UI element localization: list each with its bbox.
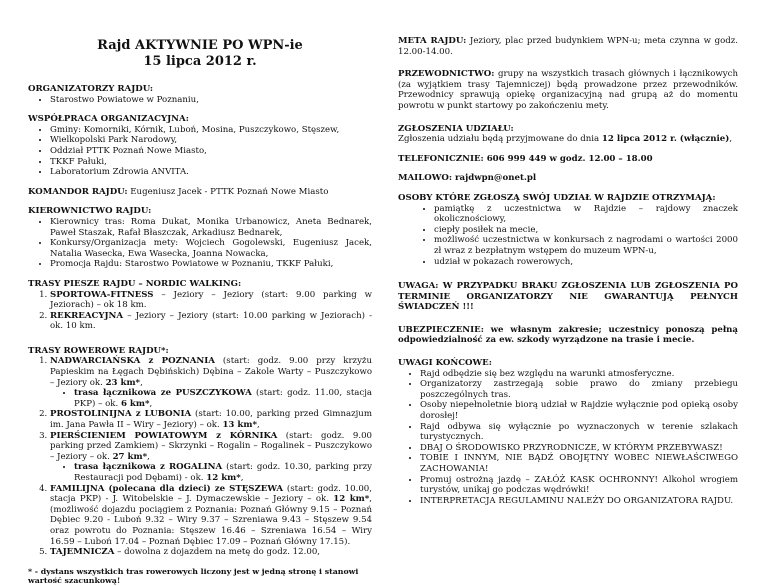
bike-routes-section [28,346,372,558]
connector-route-item: • trasa łącznikowa ze PUSZCZYKOWA (start: godz. 11.00, stacja PKP) – ok. 6 km*, [74,388,372,409]
signup-section: ZGŁOSZENIA UDZIAŁU: Zgłoszenia udziału będą przyjmowane do dnia 12 lipca 2012 r. (włącznie), [398,124,738,145]
list-item: • Laboratorium Zdrowia ANVITA. [50,167,372,178]
phone-line: TELEFONICZNIE: 606 999 449 w godz. 12.00 – 18.00 [398,153,653,164]
commander-heading: KOMANDOR RAJDU: [28,186,128,197]
final-notes-section [398,358,738,506]
list-item: • Rajd odbędzie się bez względu na warunki atmosferyczne. [420,369,738,380]
list-item: • Oddział PTTK Poznań Nowe Miasto, [50,146,372,157]
list-item: • Konkursy/Organizacja mety: Wojciech Gogolewski, Eugeniusz Jacek, Natalia Wasecka, Ewa Wasecka, Joanna Nowacka, [50,238,372,259]
walking-route-item: 2. REKREACYJNA – Jeziory – Jeziory (start: 10.00 parking w Jeziorach) - ok. 10 km. [50,311,372,332]
walking-route-item: 1. SPORTOWA-FITNESS – Jeziory – Jeziory (start: 9.00 parking w Jeziorach) – ok 18 km. [50,290,372,311]
cooperation-section [28,114,372,178]
right-column [398,36,738,515]
bike-route-item: 3. PIERŚCIENIEM POWIATOWYM z KÓRNIKA (start: godz. 9.00 parking przed Zamkiem) – Skrzynki – Rogalin – Rogalinek – Puszczykowo – Jeziory – ok. 27 km*, • trasa łącznikowa z ROGALINA (start: godz. 10.30, parking przy Restauracji pod Dębami) - ok. 12 km*, [50,431,372,484]
list-item: • INTERPRETACJA REGULAMINU NALEŻY DO ORGANIZATORA RAJDU. [420,496,738,507]
organizers-section [28,84,372,105]
bike-route-item: 5. TAJEMNICZA – dowolna z dojazdem na metę do godz. 12.00, [50,547,372,558]
left-column [28,0,372,586]
organizers-heading: ORGANIZATORZY RAJDU: [28,84,154,94]
finish-heading: META RAJDU: [398,36,467,46]
benefits-heading: OSOBY KTÓRE ZGŁOSZĄ SWÓJ UDZIAŁ W RAJDZIE OTRZYMAJĄ: [398,192,716,203]
finish-section: META RAJDU: Jeziory, plac przed budynkiem WPN-u; meta czynna w godz. 12.00-14.00. [398,36,738,57]
list-item: • Kierownicy tras: Roma Dukat, Monika Urbanowicz, Aneta Bednarek, Paweł Staszak, Rafał Błaszczak, Arkadiusz Bednarek, [50,217,372,238]
list-item: • Promuj ostrożną jazdę – ZAŁÓŻ KASK OCHRONNY! Alkohol wrogiem turystów, unikaj go podczas wędrówki! [420,475,738,496]
commander-section [28,187,372,198]
list-item: • Gminy: Komorniki, Kórnik, Luboń, Mosina, Puszczykowo, Stęszew, [50,125,372,136]
list-item: • Starostwo Powiatowe w Poznaniu, [50,95,372,106]
bike-route-item: 4. FAMILIJNA (polecana dla dzieci) ze STĘSZEWA (start: godz. 10.00, stacja PKP) - J. Witobelskie – J. Dymaczewskie – Jeziory – ok. 12 km*, (możliwość dojazdu pociągiem z Poznania: Poznań Główny 9.15 – Poznań Dębiec 9.20 - Luboń 9.32 – Wiry 9.37 – Szreniawa 9.43 – Stęszew 9.54 oraz powrotu do Poznania: Stęszew 16.46 – Szreniawa 16.54 – Wiry 16.59 – Luboń 17.04 – Poznań Dębiec 17.09 – Poznań Główny 17.15). [50,484,372,548]
guides-heading: PRZEWODNICTWO: [398,69,495,80]
benefits-section [398,193,738,267]
email-section [398,173,738,184]
signup-heading: ZGŁOSZENIA UDZIAŁU: [398,123,514,134]
insurance-section [398,325,738,346]
document-title: Rajd AKTYWNIE PO WPN-ie 15 lipca 2012 r. [97,38,303,69]
list-item: • ciepły posiłek na mecie, [434,225,738,236]
email-line: MAILOWO: rajdwpn@onet.pl [398,173,537,184]
connector-route-item: • trasa łącznikowa z ROGALINA (start: godz. 10.30, parking przy Restauracji pod Dębami) - ok. 12 km*, [74,462,372,483]
phone-section [398,154,738,165]
commander-value: Eugeniusz Jacek - PTTK Poznań Nowe Miasto [127,186,329,197]
walking-routes-section [28,279,372,332]
list-item: • Organizatorzy zastrzegają sobie prawo do zmiany przebiegu poszczególnych tras. [420,379,738,400]
leadership-heading: KIEROWNICTWO RAJDU: [28,206,152,217]
list-item: • TOBIE I INNYM, NIE BĄDŹ OBOJĘTNY WOBEC NIEWŁAŚCIWEGO ZACHOWANIA! [420,453,738,474]
list-item: • udział w pokazach rowerowych, [434,257,738,268]
insurance-text: UBEZPIECZENIE: we własnym zakresie; uczestnicy ponoszą pełną odpowiedzialność za ew. szkody wyrządzone na trasie i mecie. [398,324,738,346]
list-item: • Wielkopolski Park Narodowy, [50,135,372,146]
list-item: • Rajd odbywa się wyłącznie po wyznaczonych w terenie szlakach turystycznych. [420,422,738,443]
list-item: • Promocja Rajdu: Starostwo Powiatowe w Poznaniu, TKKF Pałuki, [50,259,372,270]
bike-routes-heading: TRASY ROWEROWE RAJDU*: [28,345,169,356]
bike-route-item: 2. PROSTOLINIJNA z LUBONIA (start: 10.00, parking przed Gimnazjum im. Jana Pawła II – Wiry – Jeziory) – ok. 13 km*, [50,409,372,430]
walking-routes-heading: TRASY PIESZE RAJDU – NORDIC WALKING: [28,278,242,289]
bike-route-item: 1. NADWARCIAŃSKA z POZNANIA (start: godz. 9.00 przy krzyżu Papieskim na Łęgach Dębińskich) Dębina – Zakole Warty – Puszczykowo – Jeziory ok. 23 km*, • trasa łącznikowa ze PUSZCZYKOWA (start: godz. 11.00, stacja PKP) – ok. 6 km*, [50,356,372,409]
list-item: • TKKF Pałuki, [50,157,372,168]
leadership-section [28,206,372,270]
final-notes-heading: UWAGI KOŃCOWE: [398,358,492,369]
warning-section [398,281,738,313]
cooperation-heading: WSPÓŁPRACA ORGANIZACYJNA: [28,114,189,125]
list-item: • Osoby niepełnoletnie biorą udział w Rajdzie wyłącznie pod opieką osoby dorosłej! [420,400,738,421]
list-item: • pamiątkę z uczestnictwa w Rajdzie – rajdowy znaczek okolicznościowy, [434,204,738,225]
list-item: • DBAJ O ŚRODOWISKO PRZYRODNICZE, W KTÓRYM PRZEBYWASZ! [420,443,738,454]
warning-text: UWAGA: W PRZYPADKU BRAKU ZGŁOSZENIA LUB ZGŁOSZENIA PO TERMINIE ORGANIZATORZY NIE GWARANTUJĄ PEŁNYCH ŚWIADCZEŃ !!! [398,281,738,313]
footnote: * - dystans wszystkich tras rowerowych liczony jest w jedną stronę i stanowi wartość szacunkową! [28,566,359,586]
list-item: • możliwość uczestnictwa w konkursach z nagrodami o wartości 2000 zł wraz z bezpłatnym wstępem do muzeum WPN-u, [434,235,738,256]
guides-section: PRZEWODNICTWO: grupy na wszystkich trasach głównych i łącznikowych (za wyjątkiem trasy Tajemniczej) będą prowadzone przez przewodników. Przewodnicy sprawują opiekę organizacyjną nad grupą aż do momentu powrotu w punkt startowy po zakończeniu mety. [398,69,738,111]
